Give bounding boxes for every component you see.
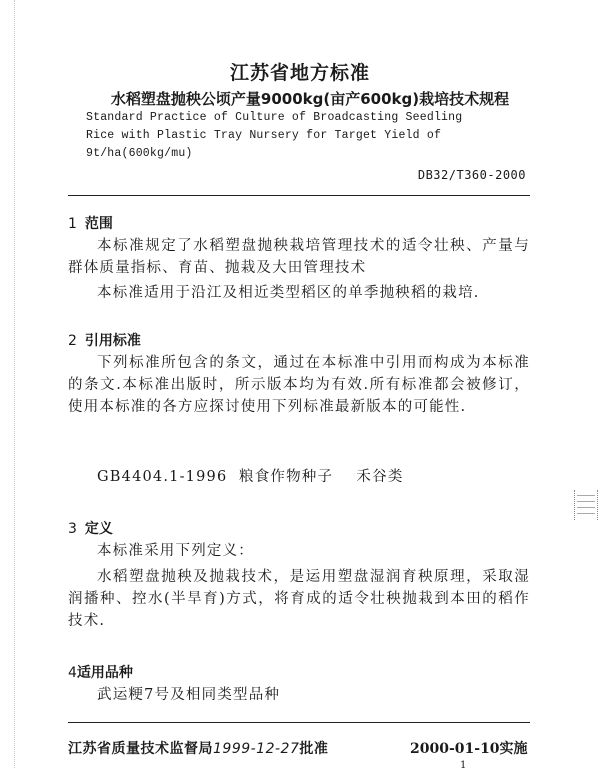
section-2-heading bbox=[68, 330, 141, 350]
binding-edge bbox=[14, 0, 16, 768]
side-stamp-mark bbox=[574, 490, 598, 520]
approving-authority: 江苏省质量技术监督局 bbox=[68, 741, 213, 757]
section-1-heading bbox=[68, 213, 113, 233]
standard-english-title: Standard Practice of Culture of Broadcasting Seedling Rice with Plastic Tray Nursery for Target Yield of 9t/ha(600kg/mu) bbox=[86, 111, 463, 160]
section-number: 3 bbox=[68, 521, 77, 537]
page-number: 1 bbox=[460, 760, 467, 771]
section-title: 定义 bbox=[84, 521, 113, 537]
section-number: 4 bbox=[68, 665, 77, 681]
section-1-paragraph-2: 本标准适用于沿江及相近类型稻区的单季抛秧稻的栽培. bbox=[97, 285, 480, 301]
section-3-paragraph-2: 水稻塑盘抛秧及抛栽技术，是运用塑盘湿润育秧原理，采取湿润播种、控水(半旱育)方式，将育成的适令壮秧抛栽到本田的稻作技术. bbox=[68, 569, 530, 629]
section-number: 2 bbox=[68, 333, 77, 349]
section-3-paragraph-1: 本标准采用下列定义： bbox=[97, 543, 254, 559]
header-rule bbox=[68, 195, 530, 196]
approval-line bbox=[68, 738, 328, 758]
section-1-paragraph-1: 本标准规定了水稻塑盘抛秧栽培管理技术的适令壮秧、产量与群体质量指标、育苗、抛栽及大田管理技术 bbox=[68, 238, 530, 276]
section-2-paragraph-1: 下列标准所包含的条文，通过在本标准中引用而构成为本标准的条文.本标准出版时，所示版本均为有效.所有标准都会被修订，使用本标准的各方应探讨使用下列标准最新版本的可能性. bbox=[68, 355, 530, 415]
approval-date: 1999-12-27 bbox=[213, 741, 300, 757]
footer-rule bbox=[68, 722, 530, 723]
standard-chinese-title: 水稻塑盘抛秧公顷产量9000kg(亩产600kg)栽培技术规程 bbox=[110, 90, 510, 108]
implementation-date: 2000-01-10实施 bbox=[410, 741, 528, 757]
referenced-standard: GB4404.1-1996 粮食作物种子 禾谷类 bbox=[97, 469, 404, 485]
section-title: 范围 bbox=[84, 216, 113, 232]
section-3-heading bbox=[68, 518, 113, 538]
section-title: 适用品种 bbox=[76, 665, 133, 681]
section-number: 1 bbox=[68, 216, 77, 232]
section-4-paragraph-1: 武运粳7号及相同类型品种 bbox=[97, 687, 281, 703]
document-issuer-title: 江苏省地方标准 bbox=[229, 62, 370, 84]
approval-label: 批准 bbox=[299, 741, 329, 757]
standard-code: DB32/T360-2000 bbox=[417, 168, 526, 182]
section-4-heading bbox=[68, 662, 133, 682]
section-title: 引用标准 bbox=[84, 333, 141, 349]
